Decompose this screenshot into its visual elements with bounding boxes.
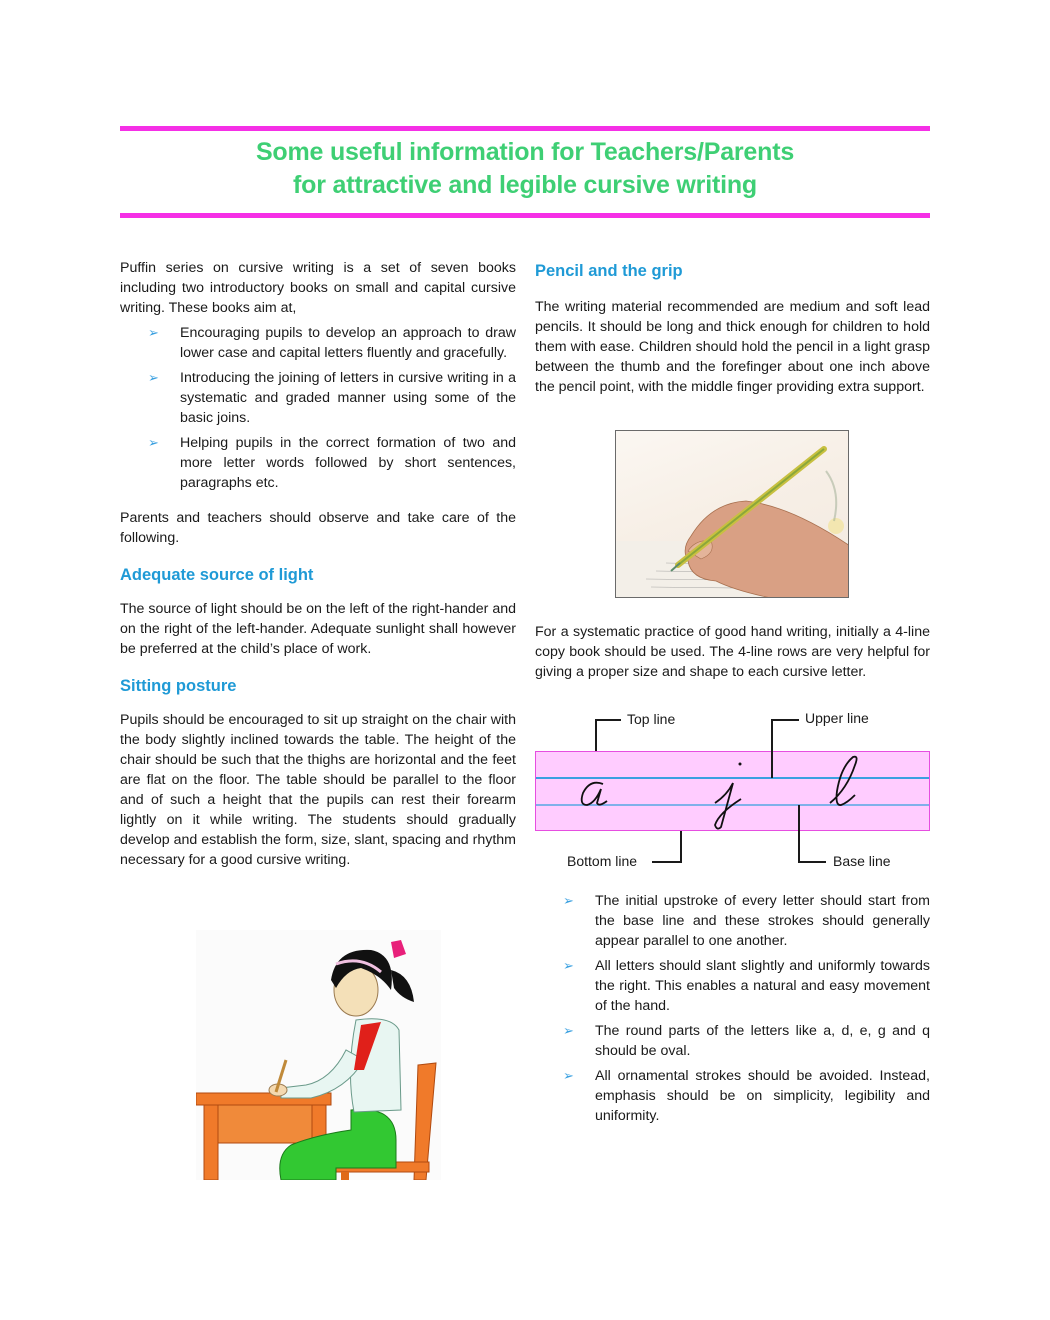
bottom-line-leader (680, 831, 682, 863)
page-title-line-1: Some useful information for Teachers/Parents (255, 138, 795, 166)
bottom-line-label: Bottom line (567, 853, 638, 869)
cursive-tips-list (535, 886, 930, 1126)
base-line-leader (798, 805, 800, 863)
posture-illustration (196, 930, 441, 1180)
left-column (120, 258, 516, 870)
arrowhead-icon: ➢ (563, 1023, 574, 1038)
right-column (535, 258, 930, 397)
section-heading-grip: Pencil and the grip (535, 262, 683, 280)
arrowhead-icon: ➢ (563, 1068, 574, 1083)
list-item: ➢ Helping pupils in the correct formation of two and more letter words followed by short sentences, paragraphs etc. (148, 435, 516, 491)
hand-with-pencil-icon (616, 431, 849, 598)
four-line-guide-diagram (535, 705, 930, 875)
section-heading-posture: Sitting posture (120, 677, 237, 695)
copybook-paragraph: For a systematic practice of good hand writing, initially a 4-line copy book should be used. The 4-line rows are very helpful for giving a proper size and shape to each cursive letter. (535, 624, 930, 680)
base-line-label: Base line (833, 853, 891, 869)
upper-line-label: Upper line (805, 710, 869, 726)
arrowhead-icon: ➢ (563, 958, 574, 973)
upper-line-leader (771, 719, 773, 778)
arrowhead-icon: ➢ (148, 435, 159, 450)
upper-line-leader-h (771, 719, 799, 721)
page-title (120, 136, 930, 202)
arrowhead-icon: ➢ (563, 893, 574, 908)
list-item: ➢ The round parts of the letters like a, d, e, g and q should be oval. (563, 1023, 930, 1059)
arrowhead-icon: ➢ (148, 370, 159, 385)
list-item: ➢ Introducing the joining of letters in cursive writing in a systematic and graded manner using some of the basic joins. (148, 370, 516, 426)
light-paragraph: The source of light should be on the left of the right-hander and on the right of the left-hander. Adequate sunlight shall however be preferred at the child’s place of work. (120, 601, 516, 657)
posture-paragraph: Pupils should be encouraged to sit up straight on the chair with the body slightly inclined towards the table. The height of the chair should be such that the thighs are horizontal and the feet are flat on the floor. The table should be parallel to the floor and of such a height that the pupils can rest their forearm lightly on it while writing. The students should gradually develop and establish the form, size, slant, spacing and rhythm necessary for a good cursive writing. (120, 712, 516, 868)
girl-at-desk-icon (196, 930, 441, 1180)
grip-paragraph: The writing material recommended are medium and soft lead pencils. It should be long and thick enough for children to hold them with ease. Children should hold the pencil in a light grasp between the thumb and the forefinger about one inch above the pencil point, with the middle finger providing extra support. (535, 299, 930, 395)
top-line-label: Top line (627, 711, 676, 727)
list-item: ➢ The initial upstroke of every letter should start from the base line and these strokes should generally appear parallel to one another. (563, 893, 930, 949)
pencil-grip-photo (615, 430, 849, 598)
page-title-line-2: for attractive and legible cursive writing (293, 171, 757, 199)
bottom-accent-rule (120, 213, 930, 218)
list-item: ➢ Encouraging pupils to develop an approach to draw lower case and capital letters fluently and gracefully. (148, 325, 516, 361)
list-item: ➢ All ornamental strokes should be avoided. Instead, emphasis should be on simplicity, legibility and uniformity. (563, 1068, 930, 1124)
section-heading-light: Adequate source of light (120, 566, 314, 584)
top-line-leader-h (595, 719, 621, 721)
cursive-letters-icon (535, 751, 930, 833)
observe-paragraph: Parents and teachers should observe and take care of the following. (120, 510, 516, 546)
aims-list (120, 323, 516, 493)
base-line-leader-h (798, 861, 826, 863)
arrowhead-icon: ➢ (148, 325, 159, 340)
list-item: ➢ All letters should slant slightly and uniformly towards the right. This enables a natural and easy movement of the hand. (563, 958, 930, 1014)
bottom-line-leader-h (652, 861, 682, 863)
top-line-leader (595, 719, 597, 751)
intro-paragraph: Puffin series on cursive writing is a set of seven books including two introductory books on small and capital cursive writing. These books aim at, (120, 260, 516, 316)
top-accent-rule (120, 126, 930, 131)
